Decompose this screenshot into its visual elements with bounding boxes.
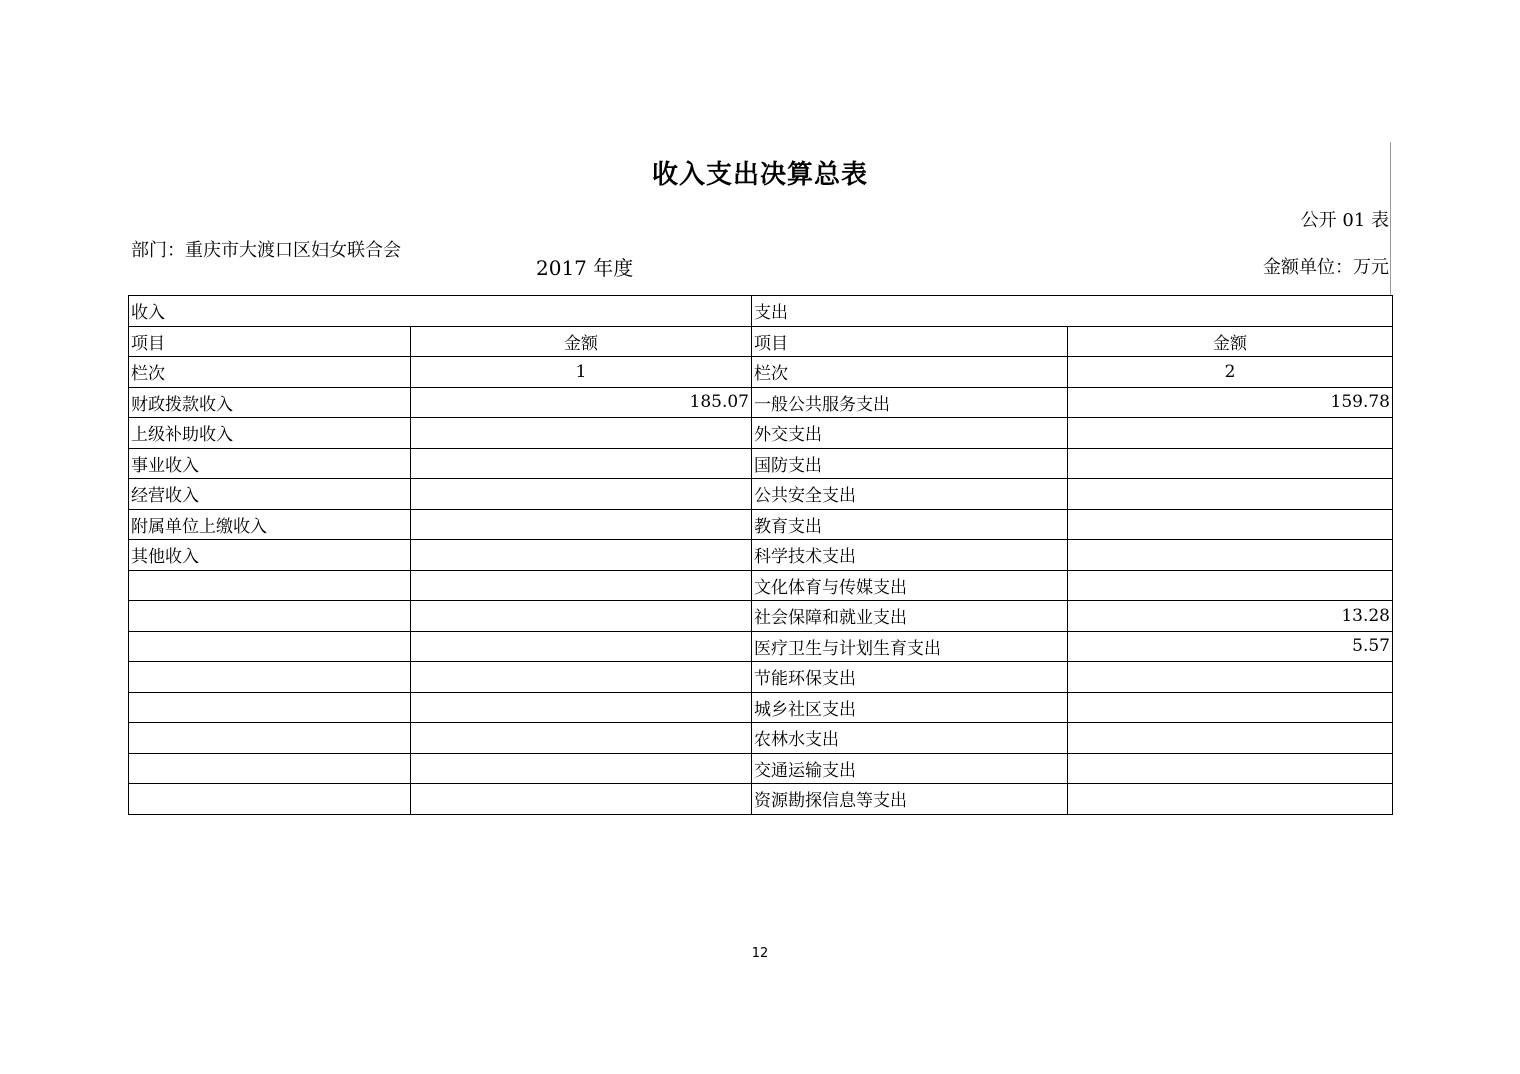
income-index-value: 1 bbox=[411, 357, 752, 388]
table-row bbox=[129, 662, 1393, 693]
expense-item-cell: 社会保障和就业支出 bbox=[752, 601, 1068, 632]
expense-section-label: 支出 bbox=[752, 296, 1393, 327]
expense-item-cell: 农林水支出 bbox=[752, 723, 1068, 754]
table-row bbox=[129, 570, 1393, 601]
expense-amount-cell bbox=[1068, 753, 1393, 784]
table-row bbox=[129, 448, 1393, 479]
income-amount-cell bbox=[411, 723, 752, 754]
section-header-row bbox=[129, 296, 1393, 327]
table-row bbox=[129, 692, 1393, 723]
expense-item-header: 项目 bbox=[752, 326, 1068, 357]
expense-item-cell: 资源勘探信息等支出 bbox=[752, 784, 1068, 815]
income-item-cell bbox=[129, 753, 411, 784]
income-item-cell: 财政拨款收入 bbox=[129, 387, 411, 418]
column-header-row bbox=[129, 326, 1393, 357]
expense-amount-header: 金额 bbox=[1068, 326, 1393, 357]
income-amount-header: 金额 bbox=[411, 326, 752, 357]
expense-amount-cell bbox=[1068, 509, 1393, 540]
table-row bbox=[129, 509, 1393, 540]
expense-amount-cell bbox=[1068, 570, 1393, 601]
income-amount-cell bbox=[411, 662, 752, 693]
table-row bbox=[129, 418, 1393, 449]
expense-amount-cell bbox=[1068, 479, 1393, 510]
expense-amount-cell: 13.28 bbox=[1068, 601, 1393, 632]
income-item-cell bbox=[129, 662, 411, 693]
expense-item-cell: 节能环保支出 bbox=[752, 662, 1068, 693]
expense-amount-cell bbox=[1068, 540, 1393, 571]
income-amount-cell bbox=[411, 570, 752, 601]
expense-item-cell: 交通运输支出 bbox=[752, 753, 1068, 784]
table-row bbox=[129, 540, 1393, 571]
page-number: 12 bbox=[751, 946, 769, 961]
expense-amount-cell bbox=[1068, 784, 1393, 815]
expense-item-cell: 科学技术支出 bbox=[752, 540, 1068, 571]
table-row bbox=[129, 784, 1393, 815]
expense-index-label: 栏次 bbox=[752, 357, 1068, 388]
page-title: 收入支出决算总表 bbox=[651, 160, 868, 190]
expense-amount-cell bbox=[1068, 418, 1393, 449]
income-item-cell: 其他收入 bbox=[129, 540, 411, 571]
income-item-cell: 上级补助收入 bbox=[129, 418, 411, 449]
table-code: 公开 01 表 bbox=[1300, 210, 1389, 231]
income-amount-cell bbox=[411, 692, 752, 723]
expense-item-cell: 公共安全支出 bbox=[752, 479, 1068, 510]
income-item-cell bbox=[129, 784, 411, 815]
income-item-cell bbox=[129, 570, 411, 601]
income-amount-cell bbox=[411, 448, 752, 479]
income-section-label: 收入 bbox=[129, 296, 752, 327]
table-row bbox=[129, 601, 1393, 632]
income-amount-cell bbox=[411, 784, 752, 815]
amount-unit: 金额单位：万元 bbox=[1263, 257, 1389, 278]
income-item-cell: 附属单位上缴收入 bbox=[129, 509, 411, 540]
expense-item-cell: 国防支出 bbox=[752, 448, 1068, 479]
expense-item-cell: 城乡社区支出 bbox=[752, 692, 1068, 723]
expense-amount-cell bbox=[1068, 723, 1393, 754]
expense-item-cell: 医疗卫生与计划生育支出 bbox=[752, 631, 1068, 662]
expense-item-cell: 文化体育与传媒支出 bbox=[752, 570, 1068, 601]
expense-amount-cell bbox=[1068, 448, 1393, 479]
income-expense-table bbox=[128, 295, 1393, 815]
table-row bbox=[129, 631, 1393, 662]
income-amount-cell bbox=[411, 753, 752, 784]
income-item-cell bbox=[129, 723, 411, 754]
page-edge-line bbox=[1390, 142, 1391, 295]
expense-amount-cell: 159.78 bbox=[1068, 387, 1393, 418]
income-item-header: 项目 bbox=[129, 326, 411, 357]
column-index-row bbox=[129, 357, 1393, 388]
table-row bbox=[129, 753, 1393, 784]
income-amount-cell bbox=[411, 418, 752, 449]
income-amount-cell bbox=[411, 631, 752, 662]
income-amount-cell bbox=[411, 601, 752, 632]
table-row bbox=[129, 479, 1393, 510]
table-row bbox=[129, 723, 1393, 754]
expense-item-cell: 教育支出 bbox=[752, 509, 1068, 540]
income-item-cell: 事业收入 bbox=[129, 448, 411, 479]
income-amount-cell bbox=[411, 479, 752, 510]
income-amount-cell: 185.07 bbox=[411, 387, 752, 418]
income-item-cell bbox=[129, 631, 411, 662]
table-row bbox=[129, 387, 1393, 418]
income-item-cell: 经营收入 bbox=[129, 479, 411, 510]
income-index-label: 栏次 bbox=[129, 357, 411, 388]
income-amount-cell bbox=[411, 540, 752, 571]
income-amount-cell bbox=[411, 509, 752, 540]
expense-amount-cell: 5.57 bbox=[1068, 631, 1393, 662]
expense-item-cell: 一般公共服务支出 bbox=[752, 387, 1068, 418]
income-item-cell bbox=[129, 601, 411, 632]
expense-amount-cell bbox=[1068, 692, 1393, 723]
fiscal-year: 2017 年度 bbox=[536, 256, 634, 280]
department-label: 部门：重庆市大渡口区妇女联合会 bbox=[131, 240, 401, 261]
income-item-cell bbox=[129, 692, 411, 723]
expense-amount-cell bbox=[1068, 662, 1393, 693]
expense-item-cell: 外交支出 bbox=[752, 418, 1068, 449]
expense-index-value: 2 bbox=[1068, 357, 1393, 388]
